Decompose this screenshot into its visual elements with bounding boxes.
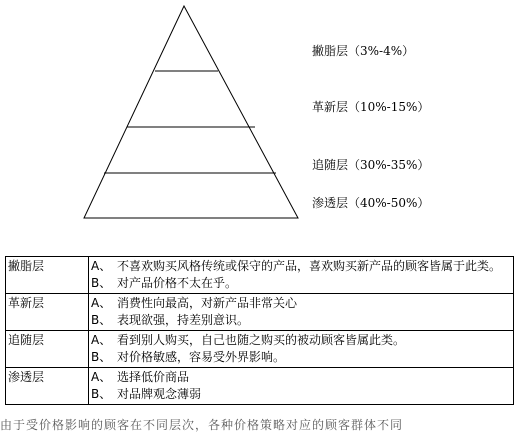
cut-off-paragraph-text: 由于受价格影响的顾客在不同层次，各种价格策略对应的顾客群体不同 — [0, 418, 404, 432]
segment-name: 革新层 — [6, 294, 89, 331]
layer-label-penetration: 渗透层（40%-50%） — [312, 196, 430, 210]
list-item — [91, 369, 511, 386]
table-row — [6, 368, 514, 405]
item-marker: A、 — [91, 333, 112, 347]
layer-label-follower: 追随层（30%-35%） — [312, 158, 430, 172]
item-text: 看到别人购买，自己也随之购买的被动顾客皆属此类。 — [117, 333, 406, 347]
item-text: 对价格敏感，容易受外界影响。 — [117, 350, 286, 364]
segment-name: 撇脂层 — [6, 257, 89, 294]
item-marker: B、 — [91, 387, 112, 401]
item-marker: B、 — [91, 350, 112, 364]
table-row — [6, 257, 514, 294]
item-text: 对品牌观念薄弱 — [117, 387, 202, 401]
item-text: 选择低价商品 — [117, 370, 190, 384]
item-marker: A、 — [91, 296, 112, 310]
segment-name: 渗透层 — [6, 368, 89, 405]
table-row — [6, 294, 514, 331]
table-row — [6, 331, 514, 368]
item-marker: B、 — [91, 276, 112, 290]
item-marker: A、 — [91, 259, 112, 273]
segment-description — [89, 331, 514, 368]
list-item — [91, 332, 511, 349]
layer-label-innovator: 革新层（10%-15%） — [312, 100, 430, 114]
segment-description — [89, 368, 514, 405]
segment-name: 追随层 — [6, 331, 89, 368]
cut-off-paragraph — [0, 418, 518, 432]
list-item — [91, 386, 511, 403]
item-marker: A、 — [91, 370, 112, 384]
list-item — [91, 258, 511, 275]
item-text: 表现欲强，持差别意识。 — [117, 313, 250, 327]
list-item — [91, 275, 511, 292]
segment-description — [89, 294, 514, 331]
layer-label-skimming: 撇脂层（3%-4%） — [312, 44, 415, 58]
list-item — [91, 349, 511, 366]
item-text: 不喜欢购买风格传统或保守的产品，喜欢购买新产品的顾客皆属于此类。 — [117, 259, 502, 273]
pyramid-outline — [84, 6, 298, 218]
segment-description-table — [5, 256, 514, 405]
item-text: 对产品价格不太在乎。 — [117, 276, 238, 290]
segment-description — [89, 257, 514, 294]
item-marker: B、 — [91, 313, 112, 327]
item-text: 消费性向最高，对新产品非常关心 — [117, 296, 298, 310]
list-item — [91, 295, 511, 312]
list-item — [91, 312, 511, 329]
